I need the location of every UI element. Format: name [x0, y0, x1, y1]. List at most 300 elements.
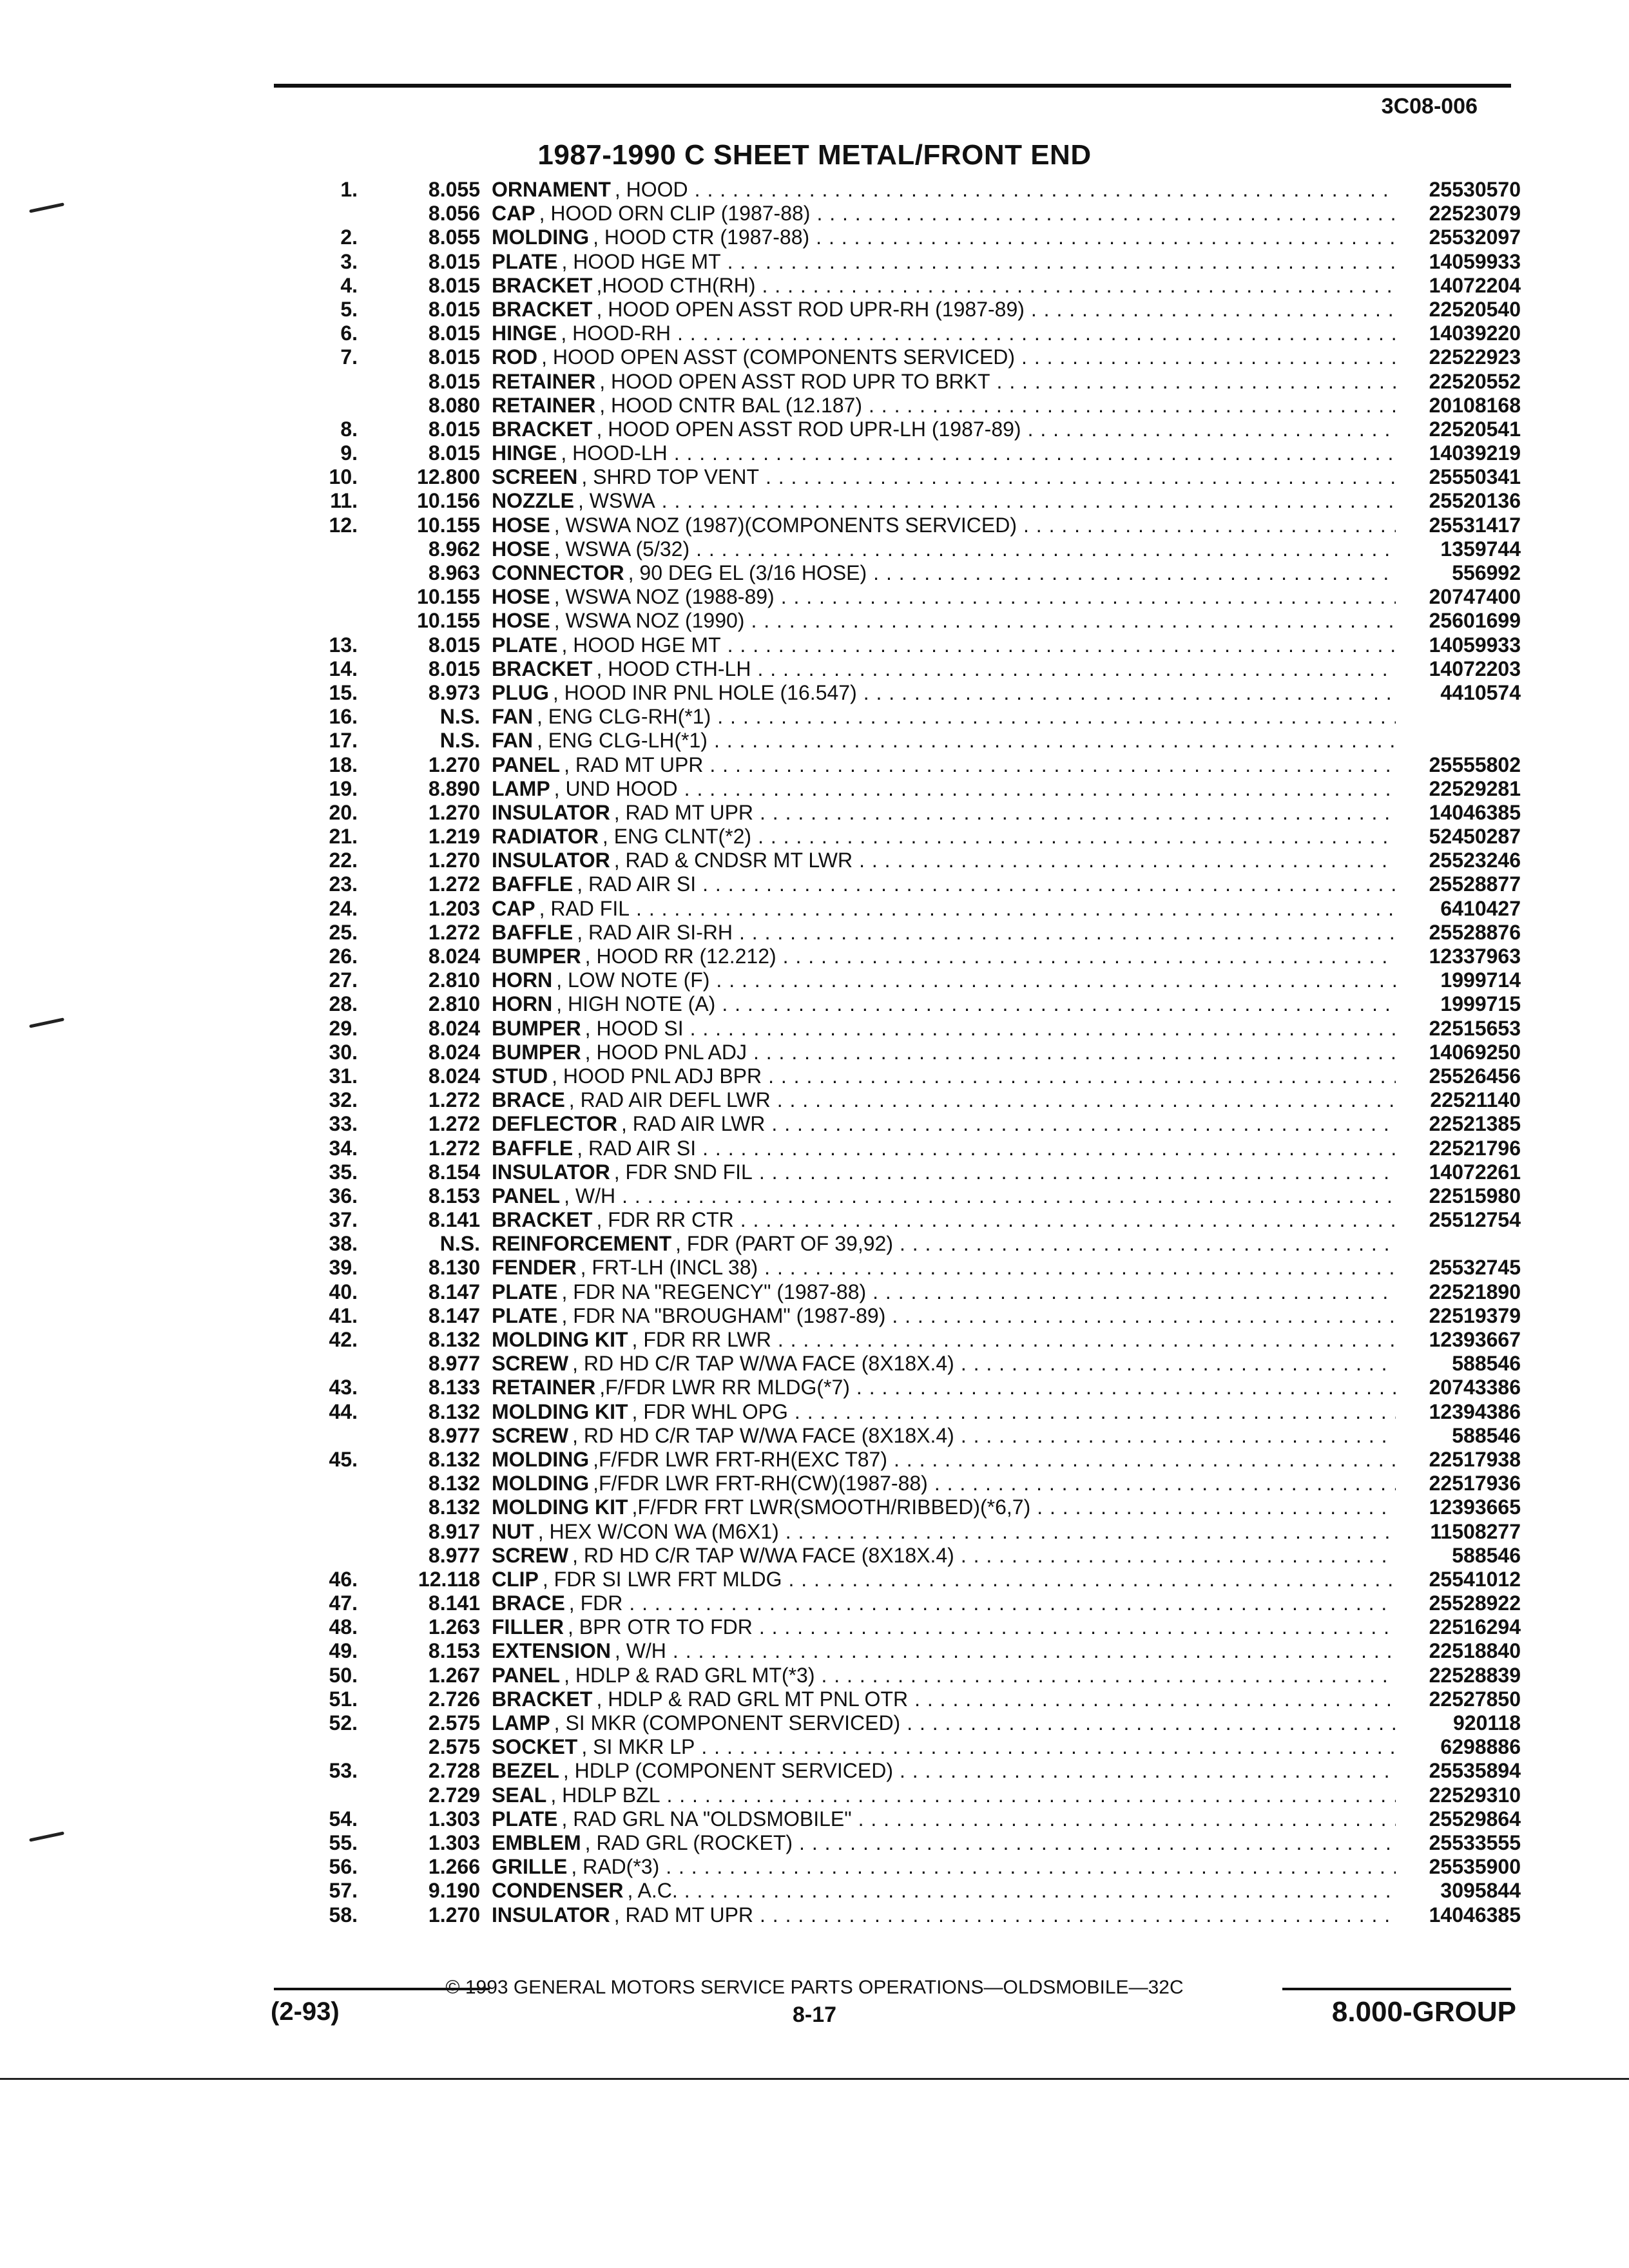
- group-number: 8.015: [428, 417, 480, 441]
- part-name: CONDENSER: [492, 1879, 624, 1903]
- part-detail: , A.C.: [627, 1879, 678, 1903]
- part-description: [492, 1711, 1405, 1735]
- part-row: [245, 657, 1521, 681]
- part-number: 20108168: [1429, 393, 1521, 417]
- part-detail: , HOOD PNL ADJ BPR: [552, 1064, 762, 1088]
- dot-leader: [622, 1184, 1396, 1208]
- part-description: [492, 178, 1405, 202]
- part-name: MOLDING: [492, 226, 590, 249]
- group-number: 8.141: [428, 1208, 480, 1232]
- part-description: [492, 1687, 1405, 1711]
- part-number: 920118: [1452, 1711, 1521, 1735]
- part-number: 22519379: [1429, 1303, 1521, 1327]
- part-number: 1999714: [1440, 968, 1521, 992]
- part-description: [492, 1064, 1405, 1088]
- ref-number: 2.: [340, 226, 358, 249]
- part-detail: , BPR OTR TO FDR: [567, 1615, 753, 1639]
- part-name: CAP: [492, 896, 535, 920]
- part-name: DEFLECTOR: [492, 1112, 617, 1136]
- ref-number: 23.: [329, 872, 358, 896]
- binder-mark: [29, 1017, 64, 1028]
- part-name: HORN: [492, 992, 553, 1016]
- ref-number: 14.: [329, 657, 358, 680]
- part-description: [492, 1232, 1405, 1256]
- part-detail: , HOOD-LH: [561, 441, 668, 465]
- ref-number: 52.: [329, 1711, 358, 1735]
- part-description: [492, 1208, 1405, 1232]
- ref-number: 18.: [329, 753, 358, 776]
- part-description: [492, 801, 1405, 825]
- part-row: [245, 1879, 1521, 1903]
- group-number: 8.132: [428, 1328, 480, 1351]
- part-row: [245, 1088, 1521, 1112]
- part-name: NUT: [492, 1519, 534, 1543]
- part-detail: , RAD MT UPR: [613, 1903, 754, 1927]
- group-number: 8.133: [428, 1376, 480, 1399]
- part-description: [492, 872, 1405, 896]
- dot-leader: [662, 489, 1396, 513]
- part-row: [245, 1112, 1521, 1136]
- dot-leader: [759, 1615, 1396, 1639]
- dot-leader: [760, 1903, 1396, 1927]
- ref-number: 55.: [329, 1831, 358, 1854]
- part-detail: , HOOD RR (12.212): [584, 945, 776, 968]
- group-number: 8.132: [428, 1447, 480, 1471]
- part-number: 588546: [1452, 1423, 1521, 1447]
- group-number: 1.270: [428, 1903, 480, 1927]
- part-name: CLIP: [492, 1567, 539, 1591]
- part-number: 22521140: [1430, 1088, 1521, 1112]
- part-number: 4410574: [1440, 680, 1521, 704]
- group-number: 8.153: [428, 1639, 480, 1663]
- dot-leader: [894, 1448, 1396, 1472]
- part-detail: , SI MKR (COMPONENT SERVICED): [554, 1711, 901, 1735]
- dot-leader: [816, 202, 1396, 226]
- part-name: BRACKET: [492, 657, 593, 680]
- part-detail: , W/H: [614, 1639, 666, 1663]
- part-number: 12393665: [1429, 1495, 1521, 1519]
- part-name: BUMPER: [492, 1040, 581, 1064]
- part-number: 25541012: [1429, 1567, 1521, 1591]
- dot-leader: [961, 1424, 1396, 1448]
- part-name: CONNECTOR: [492, 561, 624, 584]
- part-number: 25533555: [1429, 1831, 1521, 1854]
- part-detail: , HOOD PNL ADJ: [584, 1040, 747, 1064]
- part-name: SEAL: [492, 1783, 547, 1807]
- part-detail: , HOOD-RH: [561, 322, 671, 345]
- ref-number: 46.: [329, 1567, 358, 1591]
- part-number: 3095844: [1440, 1879, 1521, 1903]
- part-detail: , HOOD HGE MT: [561, 249, 721, 273]
- part-name: RETAINER: [492, 369, 596, 393]
- part-description: [492, 441, 1405, 465]
- part-description: [492, 226, 1405, 249]
- part-detail: , RAD GRL NA "OLDSMOBILE": [561, 1807, 852, 1831]
- part-detail: , WSWA NOZ (1990): [554, 609, 745, 633]
- part-description: [492, 681, 1405, 705]
- part-name: BAFFLE: [492, 920, 574, 944]
- dot-leader: [709, 753, 1396, 777]
- part-row: [245, 1160, 1521, 1184]
- part-description: [492, 1831, 1405, 1855]
- group-number: 1.272: [428, 1088, 480, 1112]
- part-detail: , FDR NA "BROUGHAM" (1987-89): [561, 1303, 886, 1327]
- ref-number: 50.: [329, 1663, 358, 1687]
- group-number: 8.977: [428, 1352, 480, 1376]
- part-detail: , SI MKR LP: [581, 1735, 695, 1759]
- part-detail: , HOOD OPEN ASST ROD UPR-LH (1987-89): [596, 417, 1021, 441]
- part-name: ROD: [492, 345, 538, 369]
- part-row: [245, 968, 1521, 992]
- dot-leader: [684, 1879, 1396, 1903]
- dot-leader: [856, 1376, 1396, 1399]
- part-name: BUMPER: [492, 1016, 581, 1040]
- part-row: [245, 514, 1521, 537]
- dot-leader: [717, 705, 1396, 729]
- dot-leader: [696, 537, 1396, 561]
- part-row: [245, 1664, 1521, 1687]
- part-row: [245, 801, 1521, 825]
- part-description: [492, 1615, 1405, 1639]
- part-description: [492, 1664, 1405, 1687]
- dot-leader: [716, 968, 1396, 992]
- part-row: [245, 849, 1521, 872]
- part-detail: , RD HD C/R TAP W/WA FACE (8X18X.4): [572, 1543, 954, 1567]
- group-number: 1.270: [428, 753, 480, 776]
- group-label: 8.000-GROUP: [1331, 1996, 1516, 2028]
- bottom-rule: [0, 2078, 1629, 2080]
- group-number: 10.155: [417, 585, 480, 609]
- part-description: [492, 250, 1405, 274]
- part-name: BRACKET: [492, 1687, 593, 1711]
- dot-leader: [863, 681, 1396, 705]
- ref-number: 3.: [340, 249, 358, 273]
- ref-number: 11.: [330, 489, 358, 513]
- ref-number: 45.: [329, 1447, 358, 1471]
- dot-leader: [673, 1639, 1396, 1663]
- part-row: [245, 1759, 1521, 1783]
- group-number: 8.015: [428, 369, 480, 393]
- group-number: N.S.: [439, 729, 480, 753]
- part-description: [492, 1520, 1405, 1544]
- part-detail: , RAD AIR DEFL LWR: [568, 1088, 771, 1112]
- ref-number: 20.: [329, 800, 358, 824]
- part-row: [245, 1520, 1521, 1544]
- part-name: HINGE: [492, 441, 557, 465]
- part-description: [492, 992, 1405, 1016]
- ref-number: 22.: [329, 849, 358, 872]
- part-number: 25528876: [1429, 920, 1521, 944]
- part-description: [492, 418, 1405, 441]
- group-number: 1.219: [428, 825, 480, 849]
- part-detail: , HOOD SI: [584, 1016, 684, 1040]
- part-name: GRILLE: [492, 1855, 568, 1879]
- part-row: [245, 825, 1521, 849]
- ref-number: 37.: [329, 1208, 358, 1232]
- part-row: [245, 1304, 1521, 1328]
- part-number: 25531417: [1429, 513, 1521, 537]
- part-number: 22529310: [1429, 1783, 1521, 1807]
- dot-leader: [768, 1064, 1396, 1088]
- dot-leader: [934, 1472, 1396, 1495]
- ref-number: 21.: [329, 825, 358, 849]
- part-row: [245, 1424, 1521, 1448]
- part-description: [492, 705, 1405, 729]
- part-row: [245, 1807, 1521, 1831]
- part-row: [245, 1376, 1521, 1399]
- dot-leader: [771, 1112, 1396, 1136]
- ref-number: 26.: [329, 945, 358, 968]
- dot-leader: [764, 1256, 1396, 1280]
- group-number: N.S.: [439, 1232, 480, 1256]
- part-name: MOLDING: [492, 1472, 590, 1495]
- part-row: [245, 1064, 1521, 1088]
- dot-leader: [739, 921, 1396, 945]
- revision-date: (2-93): [271, 1997, 340, 2026]
- part-row: [245, 1855, 1521, 1879]
- part-row: [245, 992, 1521, 1016]
- part-number: 14059933: [1429, 249, 1521, 273]
- group-number: 8.962: [428, 537, 480, 561]
- part-description: [492, 465, 1405, 489]
- part-name: PLUG: [492, 680, 549, 704]
- part-name: HORN: [492, 968, 553, 992]
- group-number: 8.132: [428, 1472, 480, 1495]
- group-number: 2.728: [428, 1759, 480, 1783]
- ref-number: 36.: [329, 1184, 358, 1207]
- part-description: [492, 202, 1405, 226]
- part-detail: , FDR (PART OF 39,92): [675, 1232, 893, 1256]
- dot-leader: [759, 1160, 1396, 1184]
- dot-leader: [722, 992, 1396, 1016]
- part-name: BRACKET: [492, 273, 593, 297]
- part-number: 22517936: [1429, 1472, 1521, 1495]
- part-description: [492, 1400, 1405, 1424]
- dot-leader: [714, 729, 1396, 753]
- dot-leader: [799, 1831, 1396, 1855]
- part-row: [245, 1687, 1521, 1711]
- part-row: [245, 1041, 1521, 1064]
- part-description: [492, 777, 1405, 801]
- ref-number: 12.: [329, 513, 358, 537]
- ref-number: 17.: [329, 729, 358, 753]
- group-number: 8.890: [428, 776, 480, 800]
- part-number: 25532097: [1429, 226, 1521, 249]
- part-name: SCREW: [492, 1352, 569, 1376]
- part-description: [492, 322, 1405, 345]
- part-name: INSULATOR: [492, 1160, 610, 1184]
- part-name: BRACE: [492, 1591, 565, 1615]
- part-detail: ,F/FDR LWR RR MLDG(*7): [599, 1376, 850, 1399]
- part-name: SCREW: [492, 1543, 569, 1567]
- part-detail: ,F/FDR LWR FRT-RH(EXC T87): [593, 1447, 887, 1471]
- dot-leader: [788, 1568, 1396, 1591]
- part-name: MOLDING KIT: [492, 1495, 628, 1519]
- part-row: [245, 1256, 1521, 1280]
- dot-leader: [674, 441, 1396, 465]
- part-number: 14072261: [1429, 1160, 1521, 1184]
- part-row: [245, 1615, 1521, 1639]
- part-description: [492, 1807, 1405, 1831]
- group-number: 8.055: [428, 178, 480, 201]
- part-name: MOLDING KIT: [492, 1328, 628, 1351]
- part-description: [492, 1639, 1405, 1663]
- part-description: [492, 1472, 1405, 1495]
- page-number: 8-17: [792, 2003, 837, 2027]
- part-number: 14069250: [1429, 1040, 1521, 1064]
- part-name: HOSE: [492, 609, 550, 633]
- dot-leader: [821, 1664, 1396, 1687]
- part-name: BEZEL: [492, 1759, 559, 1783]
- ref-number: 8.: [340, 417, 358, 441]
- part-description: [492, 1328, 1405, 1352]
- binder-mark: [29, 1831, 64, 1841]
- part-description: [492, 1304, 1405, 1328]
- part-name: FAN: [492, 705, 533, 729]
- part-number: 14046385: [1429, 1903, 1521, 1927]
- part-row: [245, 202, 1521, 226]
- ref-number: 47.: [329, 1591, 358, 1615]
- part-name: RETAINER: [492, 1376, 596, 1399]
- group-number: 8.080: [428, 393, 480, 417]
- group-number: 1.272: [428, 872, 480, 896]
- group-number: 8.973: [428, 680, 480, 704]
- part-description: [492, 1568, 1405, 1591]
- group-number: 2.726: [428, 1687, 480, 1711]
- part-name: PLATE: [492, 249, 558, 273]
- part-detail: , HDLP & RAD GRL MT PNL OTR: [596, 1687, 909, 1711]
- part-row: [245, 777, 1521, 801]
- part-detail: , FDR WHL OPG: [631, 1399, 788, 1423]
- part-description: [492, 849, 1405, 872]
- part-description: [492, 1424, 1405, 1448]
- part-name: EXTENSION: [492, 1639, 611, 1663]
- dot-leader: [892, 1304, 1396, 1328]
- part-row: [245, 1137, 1521, 1160]
- part-row: [245, 370, 1521, 394]
- dot-leader: [666, 1783, 1396, 1807]
- part-number: 22515980: [1429, 1184, 1521, 1207]
- ref-number: 27.: [329, 968, 358, 992]
- part-description: [492, 921, 1405, 945]
- dot-leader: [740, 1208, 1396, 1232]
- part-description: [492, 1137, 1405, 1160]
- ref-number: 58.: [329, 1903, 358, 1927]
- part-name: INSULATOR: [492, 1903, 610, 1927]
- group-number: 2.575: [428, 1711, 480, 1735]
- part-number: 25529864: [1429, 1807, 1521, 1831]
- part-detail: , ENG CLG-RH(*1): [537, 705, 711, 729]
- part-name: HOSE: [492, 513, 550, 537]
- part-row: [245, 418, 1521, 441]
- part-name: HOSE: [492, 537, 550, 561]
- dot-leader: [786, 1520, 1396, 1544]
- group-number: 2.810: [428, 992, 480, 1016]
- part-description: [492, 825, 1405, 849]
- part-description: [492, 609, 1405, 633]
- part-row: [245, 585, 1521, 609]
- ref-number: 24.: [329, 896, 358, 920]
- part-description: [492, 274, 1405, 298]
- dot-leader: [873, 561, 1396, 585]
- part-row: [245, 1783, 1521, 1807]
- part-row: [245, 465, 1521, 489]
- part-name: PLATE: [492, 1303, 558, 1327]
- part-detail: , RAD GRL (ROCKET): [584, 1831, 793, 1854]
- part-name: PLATE: [492, 1280, 558, 1303]
- ref-number: 33.: [329, 1112, 358, 1136]
- dot-leader: [816, 226, 1396, 249]
- group-number: 1.272: [428, 1112, 480, 1136]
- part-number: 20743386: [1429, 1376, 1521, 1399]
- part-name: BAFFLE: [492, 872, 574, 896]
- part-number: 22523079: [1429, 202, 1521, 226]
- part-number: 25530570: [1429, 178, 1521, 201]
- part-number: 25526456: [1429, 1064, 1521, 1088]
- part-number: 25535900: [1429, 1855, 1521, 1879]
- part-row: [245, 1208, 1521, 1232]
- part-number: 12394386: [1429, 1399, 1521, 1423]
- dot-leader: [961, 1544, 1396, 1568]
- part-name: BRACKET: [492, 417, 593, 441]
- ref-number: 54.: [329, 1807, 358, 1831]
- group-number: 10.155: [417, 513, 480, 537]
- part-description: [492, 1735, 1405, 1759]
- part-name: LAMP: [492, 1711, 550, 1735]
- group-number: 8.147: [428, 1303, 480, 1327]
- part-row: [245, 1568, 1521, 1591]
- part-name: RADIATOR: [492, 825, 599, 849]
- part-number: 25550341: [1429, 465, 1521, 489]
- part-row: [245, 705, 1521, 729]
- dot-leader: [702, 1137, 1396, 1160]
- part-row: [245, 561, 1521, 585]
- part-name: LAMP: [492, 776, 550, 800]
- dot-leader: [636, 897, 1396, 921]
- part-detail: , HDLP (COMPONENT SERVICED): [563, 1759, 893, 1783]
- group-number: 1.272: [428, 920, 480, 944]
- ref-number: 19.: [329, 776, 358, 800]
- dot-leader: [961, 1352, 1396, 1376]
- part-number: 6410427: [1440, 896, 1521, 920]
- group-number: 2.729: [428, 1783, 480, 1807]
- group-number: 8.015: [428, 322, 480, 345]
- part-row: [245, 441, 1521, 465]
- group-number: 8.024: [428, 945, 480, 968]
- dot-leader: [872, 1280, 1396, 1304]
- part-description: [492, 1448, 1405, 1472]
- part-row: [245, 1448, 1521, 1472]
- group-number: 8.147: [428, 1280, 480, 1303]
- ref-number: 31.: [329, 1064, 358, 1088]
- ref-number: 51.: [329, 1687, 358, 1711]
- part-row: [245, 1184, 1521, 1208]
- part-detail: , WSWA: [577, 489, 655, 513]
- group-number: 9.190: [428, 1879, 480, 1903]
- page-title: 1987-1990 C SHEET METAL/FRONT END: [537, 139, 1092, 171]
- part-description: [492, 1112, 1405, 1136]
- group-number: 8.153: [428, 1184, 480, 1207]
- group-number: 12.800: [417, 465, 480, 489]
- part-description: [492, 489, 1405, 513]
- dot-leader: [778, 1328, 1396, 1352]
- part-row: [245, 633, 1521, 657]
- group-number: 8.024: [428, 1040, 480, 1064]
- ref-number: 39.: [329, 1256, 358, 1280]
- ref-number: 34.: [329, 1136, 358, 1160]
- group-number: 8.977: [428, 1543, 480, 1567]
- group-number: 10.155: [417, 609, 480, 633]
